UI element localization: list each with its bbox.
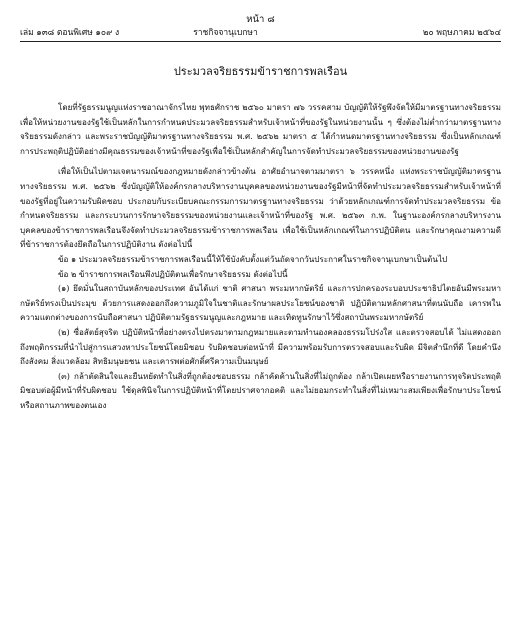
page-number: หน้า ๘: [246, 14, 275, 25]
publication-date: ๒๐ พฤษภาคม ๒๕๖๔: [422, 28, 501, 38]
paragraph-preamble: โดยที่รัฐธรรมนูญแห่งราชอาณาจักรไทย พุทธศักราช ๒๕๖๐ มาตรา ๗๖ วรรคสาม บัญญัติให้รัฐพึงจัดให้มีมาตรฐานทางจริยธรรม เพื่อให้หน่วยงานของรัฐใช้เป็นหลักในการกำหนดประมวลจริยธรรมสำหรับเจ้าหน้าที่ของรัฐในหน่วยงานนั้น ๆ ซึ่งต้องไม่ต่ำกว่ามาตรฐานทางจริยธรรมดังกล่าว และพระราชบัญญัติมาตรฐานทางจริยธรรม พ.ศ. ๒๕๖๒ มาตรา ๕ ได้กำหนดมาตรฐานทางจริยธรรม ซึ่งเป็นหลักเกณฑ์การประพฤติปฏิบัติอย่างมีคุณธรรมของเจ้าหน้าที่ของรัฐเพื่อใช้เป็นหลักสำคัญในการจัดทำประมวลจริยธรรมของหน่วยงานของรัฐ: [20, 102, 501, 156]
header-divider: [20, 41, 501, 42]
document-title: ประมวลจริยธรรมข้าราชการพลเรือน: [173, 65, 348, 78]
volume-info: เล่ม ๑๓๘ ตอนพิเศษ ๑๐๙ ง: [20, 28, 120, 38]
gazette-name: ราชกิจจานุเบกษา: [193, 28, 258, 38]
clause-2-item-2: (๒) ซื่อสัตย์สุจริต ปฏิบัติหน้าที่อย่างตรงไปตรงมาตามกฎหมายและตามทำนองคลองธรรมโปร่งใส และตรวจสอบได้ ไม่แสดงออกถึงพฤติกรรมที่นำไปสู่การแสวงหาประโยชน์โดยมิชอบ รับผิดชอบต่อหน้าที่ มีความพร้อมรับการตรวจสอบและรับผิด มีจิตสำนึกที่ดี โดยคำนึงถึงสังคม สิ่งแวดล้อม สิทธิมนุษยชน และเคารพต่อศักดิ์ศรีความเป็นมนุษย์: [20, 326, 501, 367]
clause-2-item-3: (๓) กล้าตัดสินใจและยืนหยัดทำในสิ่งที่ถูกต้องชอบธรรม กล้าคัดค้านในสิ่งที่ไม่ถูกต้อง กล้าเปิดเผยหรือรายงานการทุจริตประพฤติมิชอบต่อผู้มีหน้าที่รับผิดชอบ ใช้ดุลพินิจในการปฏิบัติหน้าที่โดยปราศจากอคติ และไม่ยอมกระทำในสิ่งที่ไม่เหมาะสมเพียงเพื่อรักษาประโยชน์หรือสถานภาพของตนเอง: [20, 370, 501, 410]
clause-2: ข้อ ๒ ข้าราชการพลเรือนพึงปฏิบัติตนเพื่อรักษาจริยธรรม ดังต่อไปนี้: [58, 268, 288, 279]
paragraph-authority: เพื่อให้เป็นไปตามเจตนารมณ์ของกฎหมายดังกล่าวข้างต้น อาศัยอำนาจตามมาตรา ๖ วรรคหนึ่ง แห่งพระราชบัญญัติมาตรฐานทางจริยธรรม พ.ศ. ๒๕๖๒ ซึ่งบัญญัติให้องค์กรกลางบริหารงานบุคคลของหน่วยงานของรัฐมีหน้าที่จัดทำประมวลจริยธรรมสำหรับเจ้าหน้าที่ของรัฐที่อยู่ในความรับผิดชอบ ประกอบกับระเบียบคณะกรรมการมาตรฐานทางจริยธรรม ว่าด้วยหลักเกณฑ์การจัดทำประมวลจริยธรรม ข้อกำหนดจริยธรรม และกระบวนการรักษาจริยธรรมของหน่วยงานและเจ้าหน้าที่ของรัฐ พ.ศ. ๒๕๖๓ ก.พ. ในฐานะองค์กรกลางบริหารงานบุคคลของข้าราชการพลเรือนจึงจัดทำประมวลจริยธรรมข้าราชการพลเรือน เพื่อใช้เป็นหลักเกณฑ์ในการปฏิบัติตน และรักษาคุณงามความดีที่ข้าราชการต้องยึดถือในการปฏิบัติงาน ดังต่อไปนี้: [20, 166, 501, 250]
clause-2-item-1: (๑) ยึดมั่นในสถาบันหลักของประเทศ อันได้แก่ ชาติ ศาสนา พระมหากษัตริย์ และการปกครองระบอบประชาธิปไตยอันมีพระมหากษัตริย์ทรงเป็นประมุข ด้วยการแสดงออกถึงความภูมิใจในชาติและรักษาผลประโยชน์ของชาติ ปฏิบัติตามหลักศาสนาที่ตนนับถือ เคารพในความแตกต่างของการนับถือศาสนา ปฏิบัติตามรัฐธรรมนูญและกฎหมาย และเทิดทูนรักษาไว้ซึ่งสถาบันพระมหากษัตริย์: [20, 283, 501, 323]
clause-1: ข้อ ๑ ประมวลจริยธรรมข้าราชการพลเรือนนี้ให้ใช้บังคับตั้งแต่วันถัดจากวันประกาศในราชกิจจานุเบกษาเป็นต้นไป: [58, 253, 448, 264]
gazette-header: [20, 27, 501, 39]
